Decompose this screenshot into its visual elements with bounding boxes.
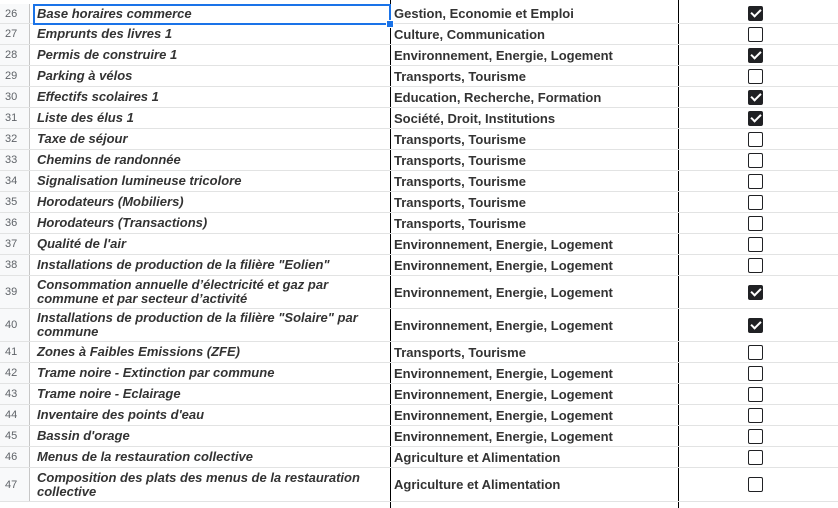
checkbox[interactable] <box>748 387 763 402</box>
table-row <box>0 363 838 384</box>
row-number[interactable]: 46 <box>0 447 30 467</box>
dataset-name-cell[interactable]: Composition des plats des menus de la restauration collective <box>37 469 360 499</box>
theme-cell[interactable]: Environnement, Energie, Logement <box>394 407 613 423</box>
checkbox[interactable] <box>748 48 763 63</box>
table-row <box>0 150 838 171</box>
row-number[interactable]: 31 <box>0 108 30 128</box>
theme-cell[interactable]: Agriculture et Alimentation <box>394 449 561 465</box>
checkbox-cell <box>679 150 831 170</box>
checkbox-cell <box>679 276 831 308</box>
table-row <box>0 426 838 447</box>
table-row <box>0 234 838 255</box>
row-number[interactable]: 37 <box>0 234 30 254</box>
checkbox-cell <box>679 108 831 128</box>
checkbox[interactable] <box>748 429 763 444</box>
checkbox[interactable] <box>748 69 763 84</box>
table-row <box>0 192 838 213</box>
row-number[interactable]: 30 <box>0 87 30 107</box>
theme-cell[interactable]: Transports, Tourisme <box>394 215 526 231</box>
checkbox-cell <box>679 363 831 383</box>
theme-cell[interactable]: Education, Recherche, Formation <box>394 89 602 105</box>
row-number[interactable]: 26 <box>0 4 30 23</box>
table-row <box>0 342 838 363</box>
theme-cell[interactable]: Environnement, Energie, Logement <box>394 386 613 402</box>
row-number[interactable]: 39 <box>0 276 30 308</box>
checkbox-cell <box>679 45 831 65</box>
theme-cell[interactable]: Environnement, Energie, Logement <box>394 428 613 444</box>
row-number[interactable]: 40 <box>0 309 30 341</box>
table-row <box>0 384 838 405</box>
theme-cell[interactable]: Transports, Tourisme <box>394 68 526 84</box>
checkbox[interactable] <box>748 111 763 126</box>
table-row <box>0 171 838 192</box>
theme-cell[interactable]: Environnement, Energie, Logement <box>394 284 613 300</box>
table-row <box>0 66 838 87</box>
checkbox[interactable] <box>748 477 763 492</box>
row-number[interactable]: 27 <box>0 24 30 44</box>
row-number[interactable]: 32 <box>0 129 30 149</box>
table-row <box>0 129 838 150</box>
row-number[interactable]: 44 <box>0 405 30 425</box>
dataset-name-cell[interactable]: Trame noire - Eclairage <box>37 386 181 401</box>
dataset-name-cell[interactable]: Permis de construire 1 <box>37 47 178 62</box>
theme-cell[interactable]: Environnement, Energie, Logement <box>394 257 613 273</box>
dataset-name-cell[interactable]: Parking à vélos <box>37 68 133 83</box>
checkbox[interactable] <box>748 27 763 42</box>
checkbox[interactable] <box>748 237 763 252</box>
row-number[interactable]: 42 <box>0 363 30 383</box>
dataset-name-cell[interactable]: Qualité de l'air <box>37 236 127 251</box>
dataset-name-cell[interactable]: Bassin d'orage <box>37 428 130 443</box>
checkbox[interactable] <box>748 195 763 210</box>
theme-cell[interactable]: Environnement, Energie, Logement <box>394 365 613 381</box>
table-row <box>0 255 838 276</box>
checkbox-cell <box>679 87 831 107</box>
checkbox[interactable] <box>748 90 763 105</box>
row-number[interactable]: 28 <box>0 45 30 65</box>
checkbox[interactable] <box>748 174 763 189</box>
theme-cell[interactable]: Environnement, Energie, Logement <box>394 47 613 63</box>
dataset-name-cell[interactable]: Installations de production de la filière "Eolien" <box>37 257 330 272</box>
theme-cell[interactable]: Transports, Tourisme <box>394 131 526 147</box>
checkbox-cell <box>679 4 831 23</box>
checkbox-cell <box>679 255 831 275</box>
dataset-name-cell[interactable]: Taxe de séjour <box>37 131 128 146</box>
dataset-name-cell[interactable]: Installations de production de la filière "Solaire" par commune <box>37 310 358 339</box>
checkbox-cell <box>679 66 831 86</box>
table-row <box>0 108 838 129</box>
checkbox-cell <box>679 468 831 501</box>
checkbox[interactable] <box>748 6 763 21</box>
row-number[interactable]: 29 <box>0 66 30 86</box>
checkbox-cell <box>679 405 831 425</box>
theme-cell[interactable]: Transports, Tourisme <box>394 152 526 168</box>
theme-cell[interactable]: Gestion, Economie et Emploi <box>394 6 574 21</box>
row-number[interactable]: 43 <box>0 384 30 404</box>
theme-cell[interactable]: Société, Droit, Institutions <box>394 110 556 126</box>
theme-cell[interactable]: Environnement, Energie, Logement <box>394 236 613 252</box>
checkbox-cell <box>679 384 831 404</box>
table-row <box>0 468 838 502</box>
dataset-name-cell[interactable]: Menus de la restauration collective <box>37 449 254 464</box>
row-number[interactable]: 41 <box>0 342 30 362</box>
theme-cell[interactable]: Transports, Tourisme <box>394 344 526 360</box>
row-number[interactable]: 45 <box>0 426 30 446</box>
table-row <box>0 45 838 66</box>
checkbox-cell <box>679 129 831 149</box>
table-row <box>0 87 838 108</box>
checkbox[interactable] <box>748 318 763 333</box>
dataset-name-cell[interactable]: Chemins de randonnée <box>37 152 181 167</box>
checkbox[interactable] <box>748 366 763 381</box>
theme-cell[interactable]: Transports, Tourisme <box>394 173 526 189</box>
table-row <box>0 24 838 45</box>
checkbox[interactable] <box>748 153 763 168</box>
checkbox-cell <box>679 234 831 254</box>
table-row <box>0 309 838 342</box>
table-row <box>0 447 838 468</box>
row-number[interactable]: 34 <box>0 171 30 191</box>
checkbox-cell <box>679 213 831 233</box>
dataset-name-cell[interactable]: Horodateurs (Transactions) <box>37 215 208 230</box>
dataset-name-cell[interactable]: Trame noire - Extinction par commune <box>37 365 275 380</box>
dataset-name-cell[interactable]: Base horaires commerce <box>37 5 192 21</box>
dataset-name-cell[interactable]: Liste des élus 1 <box>37 110 134 125</box>
dataset-name-cell[interactable]: Inventaire des points d'eau <box>37 407 205 422</box>
theme-cell[interactable]: Environnement, Energie, Logement <box>394 317 613 333</box>
dataset-name-cell[interactable]: Signalisation lumineuse tricolore <box>37 173 242 188</box>
dataset-name-cell[interactable]: Effectifs scolaires 1 <box>37 89 159 104</box>
dataset-name-cell[interactable]: Horodateurs (Mobiliers) <box>37 194 184 209</box>
checkbox-cell <box>679 192 831 212</box>
checkbox[interactable] <box>748 408 763 423</box>
dataset-name-cell[interactable]: Emprunts des livres 1 <box>37 26 173 41</box>
checkbox[interactable] <box>748 285 763 300</box>
checkbox-cell <box>679 426 831 446</box>
row-number[interactable]: 47 <box>0 468 30 501</box>
table-row <box>0 213 838 234</box>
row-number[interactable]: 33 <box>0 150 30 170</box>
table-row <box>0 276 838 309</box>
theme-cell[interactable]: Culture, Communication <box>394 26 545 42</box>
checkbox-cell <box>679 447 831 467</box>
checkbox[interactable] <box>748 132 763 147</box>
checkbox[interactable] <box>748 450 763 465</box>
row-number[interactable]: 35 <box>0 192 30 212</box>
checkbox[interactable] <box>748 345 763 360</box>
checkbox-cell <box>679 309 831 341</box>
row-number[interactable]: 36 <box>0 213 30 233</box>
table-row <box>0 405 838 426</box>
dataset-name-cell[interactable]: Consommation annuelle d’électricité et gaz par commune et par secteur d’activité <box>37 277 329 306</box>
row-number[interactable]: 38 <box>0 255 30 275</box>
checkbox-cell <box>679 342 831 362</box>
theme-cell[interactable]: Transports, Tourisme <box>394 194 526 210</box>
checkbox-cell <box>679 171 831 191</box>
table-row <box>0 4 838 24</box>
checkbox[interactable] <box>748 216 763 231</box>
theme-cell[interactable]: Agriculture et Alimentation <box>394 477 561 492</box>
checkbox[interactable] <box>748 258 763 273</box>
fill-handle[interactable] <box>386 20 394 28</box>
checkbox-cell <box>679 24 831 44</box>
dataset-name-cell[interactable]: Zones à Faibles Emissions (ZFE) <box>37 344 240 359</box>
